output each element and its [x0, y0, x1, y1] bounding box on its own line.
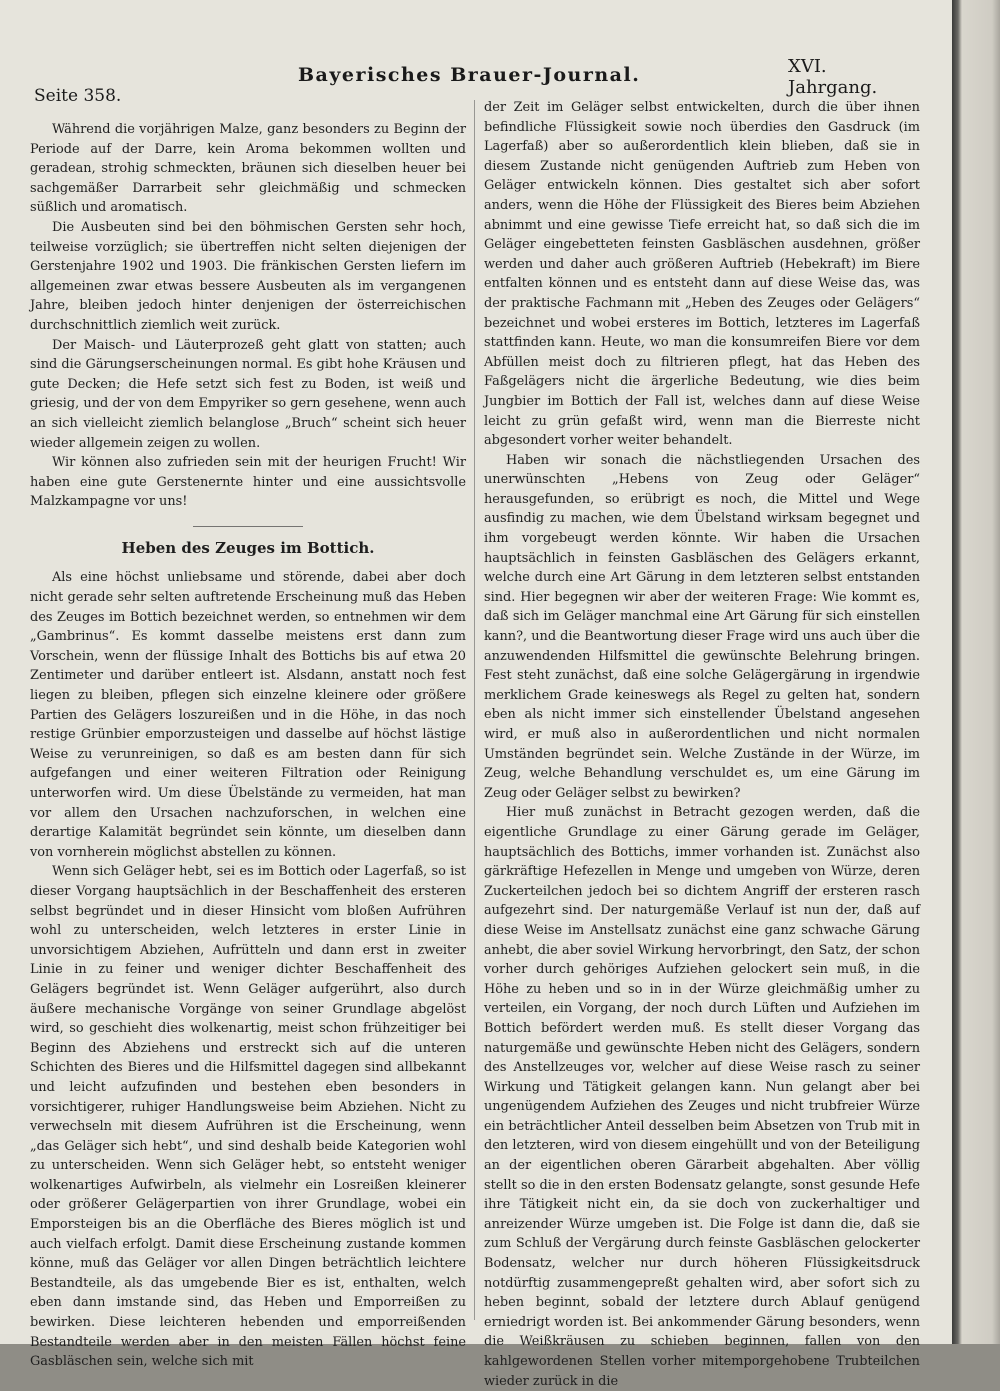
page-header: [28, 56, 918, 106]
paragraph: der Zeit im Geläger selbst entwickelten, durch die über ihnen befindliche Flüssigkeit sowie noch überdies den Gasdruck (im Lagerfaß) aber so außerordentlich klein blieben, daß sie in diesem Zustande nicht genügenden Auftrieb zum Heben von Geläger entwickeln können. Dies gestaltet sich aber sofort anders, wenn die Höhe der Flüssigkeit des Bieres beim Abziehen abnimmt und eine gewisse Tiefe erreicht hat, so daß sich die im Geläger eingebetteten feinsten Gasbläschen ausdehnen, größer werden und daher auch größeren Auftrieb (Hebekraft) im Biere entfalten können und es entsteht dann auf diese Weise das, was der praktische Fachmann mit „Heben des Zeuges oder Gelägers“ bezeichnet und wobei ersteres im Bottich, letzteres im Lagerfaß stattfinden kann. Heute, wo man die konsumreifen Biere vor dem Abfüllen meist doch zu filtrieren pflegt, hat das Heben des Faßgelägers nicht die ärgerliche Bedeutung, wie dies beim Jungbier im Bottich der Fall ist, welches dann auf diese Weise leicht zu grün gefaßt wird, wenn man die Bierreste nicht abgesondert vorher weiter behandelt.: [484, 100, 920, 449]
paragraph: Während die vorjährigen Malze, ganz besonders zu Beginn der Periode auf der Darre, kein Aroma bekommen wollten und geradean, strohig schmeckten, bräunen sich dieselben heuer bei sachgemäßer Darrarbeit sehr gleichmäßig und schmecken süßlich und aromatisch.: [30, 122, 466, 216]
column-divider: [474, 100, 475, 1320]
right-column: [484, 98, 920, 1391]
page-number: Seite 358.: [34, 86, 122, 106]
journal-title: Bayerisches Brauer-Journal.: [298, 64, 641, 86]
binding-edge: [952, 0, 1000, 1344]
paragraph: Die Ausbeuten sind bei den böhmischen Gersten sehr hoch, teilweise vorzüglich; sie übertreffen nicht selten diejenigen der Gerstenjahre 1902 und 1903. Die fränkischen Gersten liefern im allgemeinen zwar etwas bessere Ausbeuten als im vergangenen Jahre, bleiben jedoch hinter denjenigen der österreichischen durchschnittlich ziemlich weit zurück.: [30, 219, 466, 333]
paragraph: Hier muß zunächst in Betracht gezogen werden, daß die eigentliche Grundlage zu einer Gärung gerade im Geläger, hauptsächlich des Bottichs, immer vorhanden ist. Zunächst also gärkräftige Hefezellen in Menge und umgeben von Würze, deren Zuckerteilchen jedoch bei so dichtem Angriff der ersteren rasch aufgezehrt sind. Der naturgemäße Verlauf ist nun der, daß auf diese Weise im Anstellsatz zunächst eine ganz schwache Gärung anhebt, die aber soviel Wirkung hervorbringt, den Satz, der schon vorher durch gehöriges Aufziehen gelockert sein muß, in die Höhe zu heben und so in in der Würze gleichmäßig umher zu verteilen, ein Vorgang, der noch durch Lüften und Aufziehen im Bottich befördert werden muß. Es stellt dieser Vorgang das naturgemäße und gewünschte Heben nicht des Gelägers, sondern des Anstellzeuges vor, welcher auf diese Weise rasch zu seiner Wirkung und Tätigkeit gelangen kann. Nun gelangt aber bei ungenügendem Aufziehen des Zeuges und nicht trubfreier Würze ein beträchtlicher Anteil desselben beim Absetzen von Trub mit in den letzteren, wird von diesem eingehüllt und von der Beteiligung an der eigentlichen oberen Gärarbeit abgehalten. Aber völlig stellt so die in den ersten Bodensatz gelangte, sonst gesunde Hefe ihre Tätigkeit nicht ein, da sie doch von zuckerhaltiger und anreizender Würze umgeben ist. Die Folge ist dann die, daß sie zum Schluß der Vergärung durch feinste Gasbläschen gelockerter Bodensatz, welcher nur durch höheren Flüssigkeitsdruck notdürftig zusammengepreßt gehalten wird, aber sofort sich zu heben beginnt, sobald der letztere durch Ablauf genügend erniedrigt worden ist. Bei ankommender Gärung besonders, wenn die Weißkräusen zu schieben beginnen, fallen von den kahlgewordenen Stellen vorher mitemporgehobene Trubteilchen wieder zurück in die: [484, 805, 920, 1389]
paragraph: Der Maisch- und Läuterprozeß geht glatt von statten; auch sind die Gärungserscheinungen normal. Es gibt hohe Kräusen und gute Decken; die Hefe setzt sich fest zu Boden, ist weiß und griesig, und der von dem Empyriker so gern gesehene, wenn auch an sich vielleicht ziemlich belanglose „Bruch“ scheint sich heuer wieder allgemein zeigen zu wollen.: [30, 337, 466, 451]
section-title: Heben des Zeuges im Bottich.: [121, 538, 375, 557]
paragraph: Wir können also zufrieden sein mit der heurigen Frucht! Wir haben eine gute Gerstenernte hinter und eine aussichtsvolle Malzkampagne vor uns!: [30, 455, 466, 510]
volume-label: XVI. Jahrgang.: [788, 56, 878, 98]
left-column: [30, 120, 466, 1372]
paragraph: Als eine höchst unliebsame und störende, dabei aber doch nicht gerade sehr selten auftretende Erscheinung muß das Heben des Zeuges im Bottich bezeichnet werden, so entnehmen wir dem „Gambrinus“. Es kommt dasselbe meistens erst dann zum Vorschein, wenn der flüssige Inhalt des Bottichs bis auf etwa 20 Zentimeter und darüber entleert ist. Alsdann, anstatt noch fest liegen zu bleiben, pflegen sich einzelne kleinere oder größere Partien des Gelägers loszureißen und in die Höhe, in das noch restige Grünbier emporzusteigen und dasselbe auf höchst lästige Weise zu verunreinigen, so daß es am besten dann für sich aufgefangen und einer weiteren Filtration oder Reinigung unterworfen wird. Um diese Übelstände zu vermeiden, hat man vor allem den Ursachen nachzuforschen, in welchen eine derartige Kalamität begründet sein könnte, um dieselben dann von vornherein möglichst abstellen zu können.: [30, 570, 466, 860]
section-divider: [193, 526, 303, 527]
paragraph: Haben wir sonach die nächstliegenden Ursachen des unerwünschten „Hebens von Zeug oder Geläger“ herausgefunden, so erübrigt es noch, die Mittel und Wege ausfindig zu machen, wie dem Übelstand wirksam begegnet und ihm vorgebeugt werden könnte. Wir haben die Ursachen hauptsächlich in feinsten Gasbläschen des Gelägers erkannt, welche durch eine Art Gärung in dem letzteren selbst entstanden sind. Hier begegnen wir aber der weiteren Frage: Wie kommt es, daß sich im Geläger manchmal eine Art Gärung für sich einstellen kann?, und die Beantwortung dieser Frage wird uns auch über die anzuwendenden Hilfsmittel die gewünschte Belehrung bringen. Fest steht zunächst, daß eine solche Gelägergärung in irgendwie merklichem Grade keineswegs als Regel zu gelten hat, sondern eben als nicht immer sich einstellender Übelstand angesehen wird, er muß also in außerordentlichen und nicht normalen Umständen begründet sein. Welche Zustände in der Würze, im Zeug, welche Behandlung verschuldet es, um eine Gärung im Zeug oder Geläger selbst zu bewirken?: [484, 452, 920, 801]
paragraph: Wenn sich Geläger hebt, sei es im Bottich oder Lagerfaß, so ist dieser Vorgang hauptsächlich in der Beschaffenheit des ersteren selbst begründet und in dieser Hinsicht vom bloßen Aufrühren wohl zu unterscheiden, welch letzteres in erster Linie in unvorsichtigem Abziehen, Aufrütteln und dann erst in zweiter Linie in zu feiner und weniger dichter Beschaffenheit des Gelägers begründet ist. Wenn Geläger aufgerührt, also durch äußere mechanische Vorgänge von seiner Grundlage abgelöst wird, so geschieht dies wolkenartig, meist schon frühzeitiger bei Beginn des Abziehens und erstreckt sich auf die unteren Schichten des Bieres und die Hilfsmittel dagegen sind allbekannt und leicht aufzufinden und bestehen eben besonders in vorsichtigerer, ruhiger Handlungsweise beim Abziehen. Nicht zu verwechseln mit diesem Aufrühren ist die Erscheinung, wenn „das Geläger sich hebt“, und sind deshalb beide Kategorien wohl zu unterscheiden. Wenn sich Geläger hebt, so entsteht weniger wolkenartiges Aufwirbeln, als vielmehr ein Losreißen kleinerer oder größerer Gelägerpartien von ihrer Grundlage, wobei ein Emporsteigen bis an die Oberfläche des Bieres möglich ist und auch vielfach erfolgt. Damit diese Erscheinung zustande kommen könne, muß das Geläger vor allen Dingen beträchtlich leichtere Bestandteile, als das umgebende Bier es ist, enthalten, welch eben dann imstande sind, das Heben und Emporreißen zu bewirken. Diese leichteren hebenden und emporreißenden Bestandteile werden aber in den meisten Fällen höchst feine Gasbläschen sein, welche sich mit: [30, 864, 466, 1370]
